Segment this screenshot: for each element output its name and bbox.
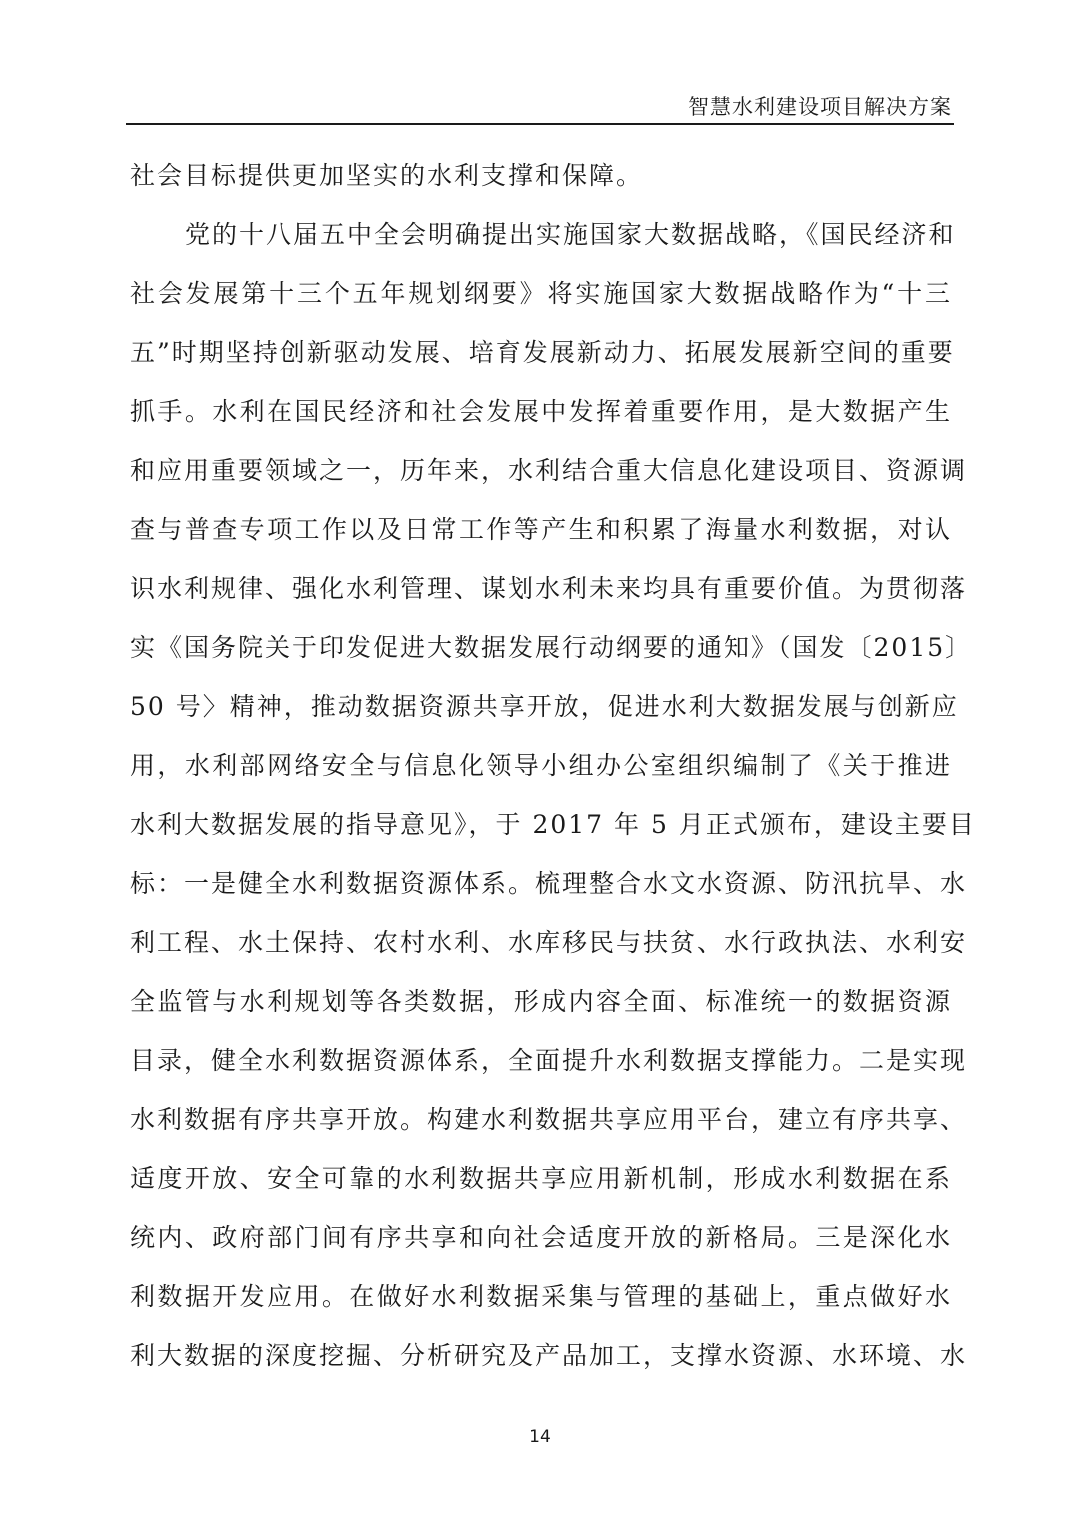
paragraph-line: 利数据开发应用。在做好水利数据采集与管理的基础上，重点做好水 (130, 1282, 952, 1311)
paragraph-line: 实《国务院关于印发促进大数据发展行动纲要的通知》（国发〔2015〕 (130, 633, 973, 662)
paragraph-line: 适度开放、安全可靠的水利数据共享应用新机制，形成水利数据在系 (130, 1164, 952, 1193)
paragraph-line: 标：一是健全水利数据资源体系。梳理整合水文水资源、防汛抗旱、水 (130, 869, 968, 898)
paragraph-line: 水利数据有序共享开放。构建水利数据共享应用平台，建立有序共享、 (130, 1105, 968, 1134)
paragraph-line: 用，水利部网络安全与信息化领导小组办公室组织编制了《关于推进 (130, 751, 952, 780)
paragraph (130, 220, 976, 1370)
paragraph-line: 目录，健全水利数据资源体系，全面提升水利数据支撑能力。二是实现 (130, 1046, 968, 1075)
paragraph-line: 五”时期坚持创新驱动发展、培育发展新动力、拓展发展新空间的重要 (130, 338, 955, 367)
paragraph-line: 利工程、水土保持、农村水利、水库移民与扶贫、水行政执法、水利安 (130, 928, 968, 957)
continuation-line: 社会目标提供更加坚实的水利支撑和保障。 (130, 161, 644, 190)
paragraph-line: 利大数据的深度挖掘、分析研究及产品加工，支撑水资源、水环境、水 (130, 1341, 968, 1370)
paragraph-line: 和应用重要领域之一，历年来，水利结合重大信息化建设项目、资源调 (130, 456, 968, 485)
paragraph-line: 抓手。水利在国民经济和社会发展中发挥着重要作用，是大数据产生 (130, 397, 952, 426)
paragraph-line: 识水利规律、强化水利管理、谋划水利未来均具有重要价值。为贯彻落 (130, 574, 968, 603)
paragraph-line: 统内、政府部门间有序共享和向社会适度开放的新格局。三是深化水 (130, 1223, 952, 1252)
paragraph-line: 全监管与水利规划等各类数据，形成内容全面、标准统一的数据资源 (130, 987, 952, 1016)
paragraph-line: 社会发展第十三个五年规划纲要》将实施国家大数据战略作为“十三 (130, 279, 952, 308)
paragraph-line: 查与普查专项工作以及日常工作等产生和积累了海量水利数据，对认 (130, 515, 952, 544)
paragraph-line: 水利大数据发展的指导意见》，于 2017 年 5 月正式颁布，建设主要目 (130, 810, 976, 839)
page-number: 14 (529, 1427, 551, 1447)
body-text (130, 161, 976, 1400)
paragraph-line: 50 号〉精神，推动数据资源共享开放，促进水利大数据发展与创新应 (130, 692, 959, 721)
header-divider (126, 123, 954, 125)
paragraph-line: 党的十八届五中全会明确提出实施国家大数据战略，《国民经济和 (185, 220, 956, 249)
running-header-title: 智慧水利建设项目解决方案 (688, 95, 952, 119)
